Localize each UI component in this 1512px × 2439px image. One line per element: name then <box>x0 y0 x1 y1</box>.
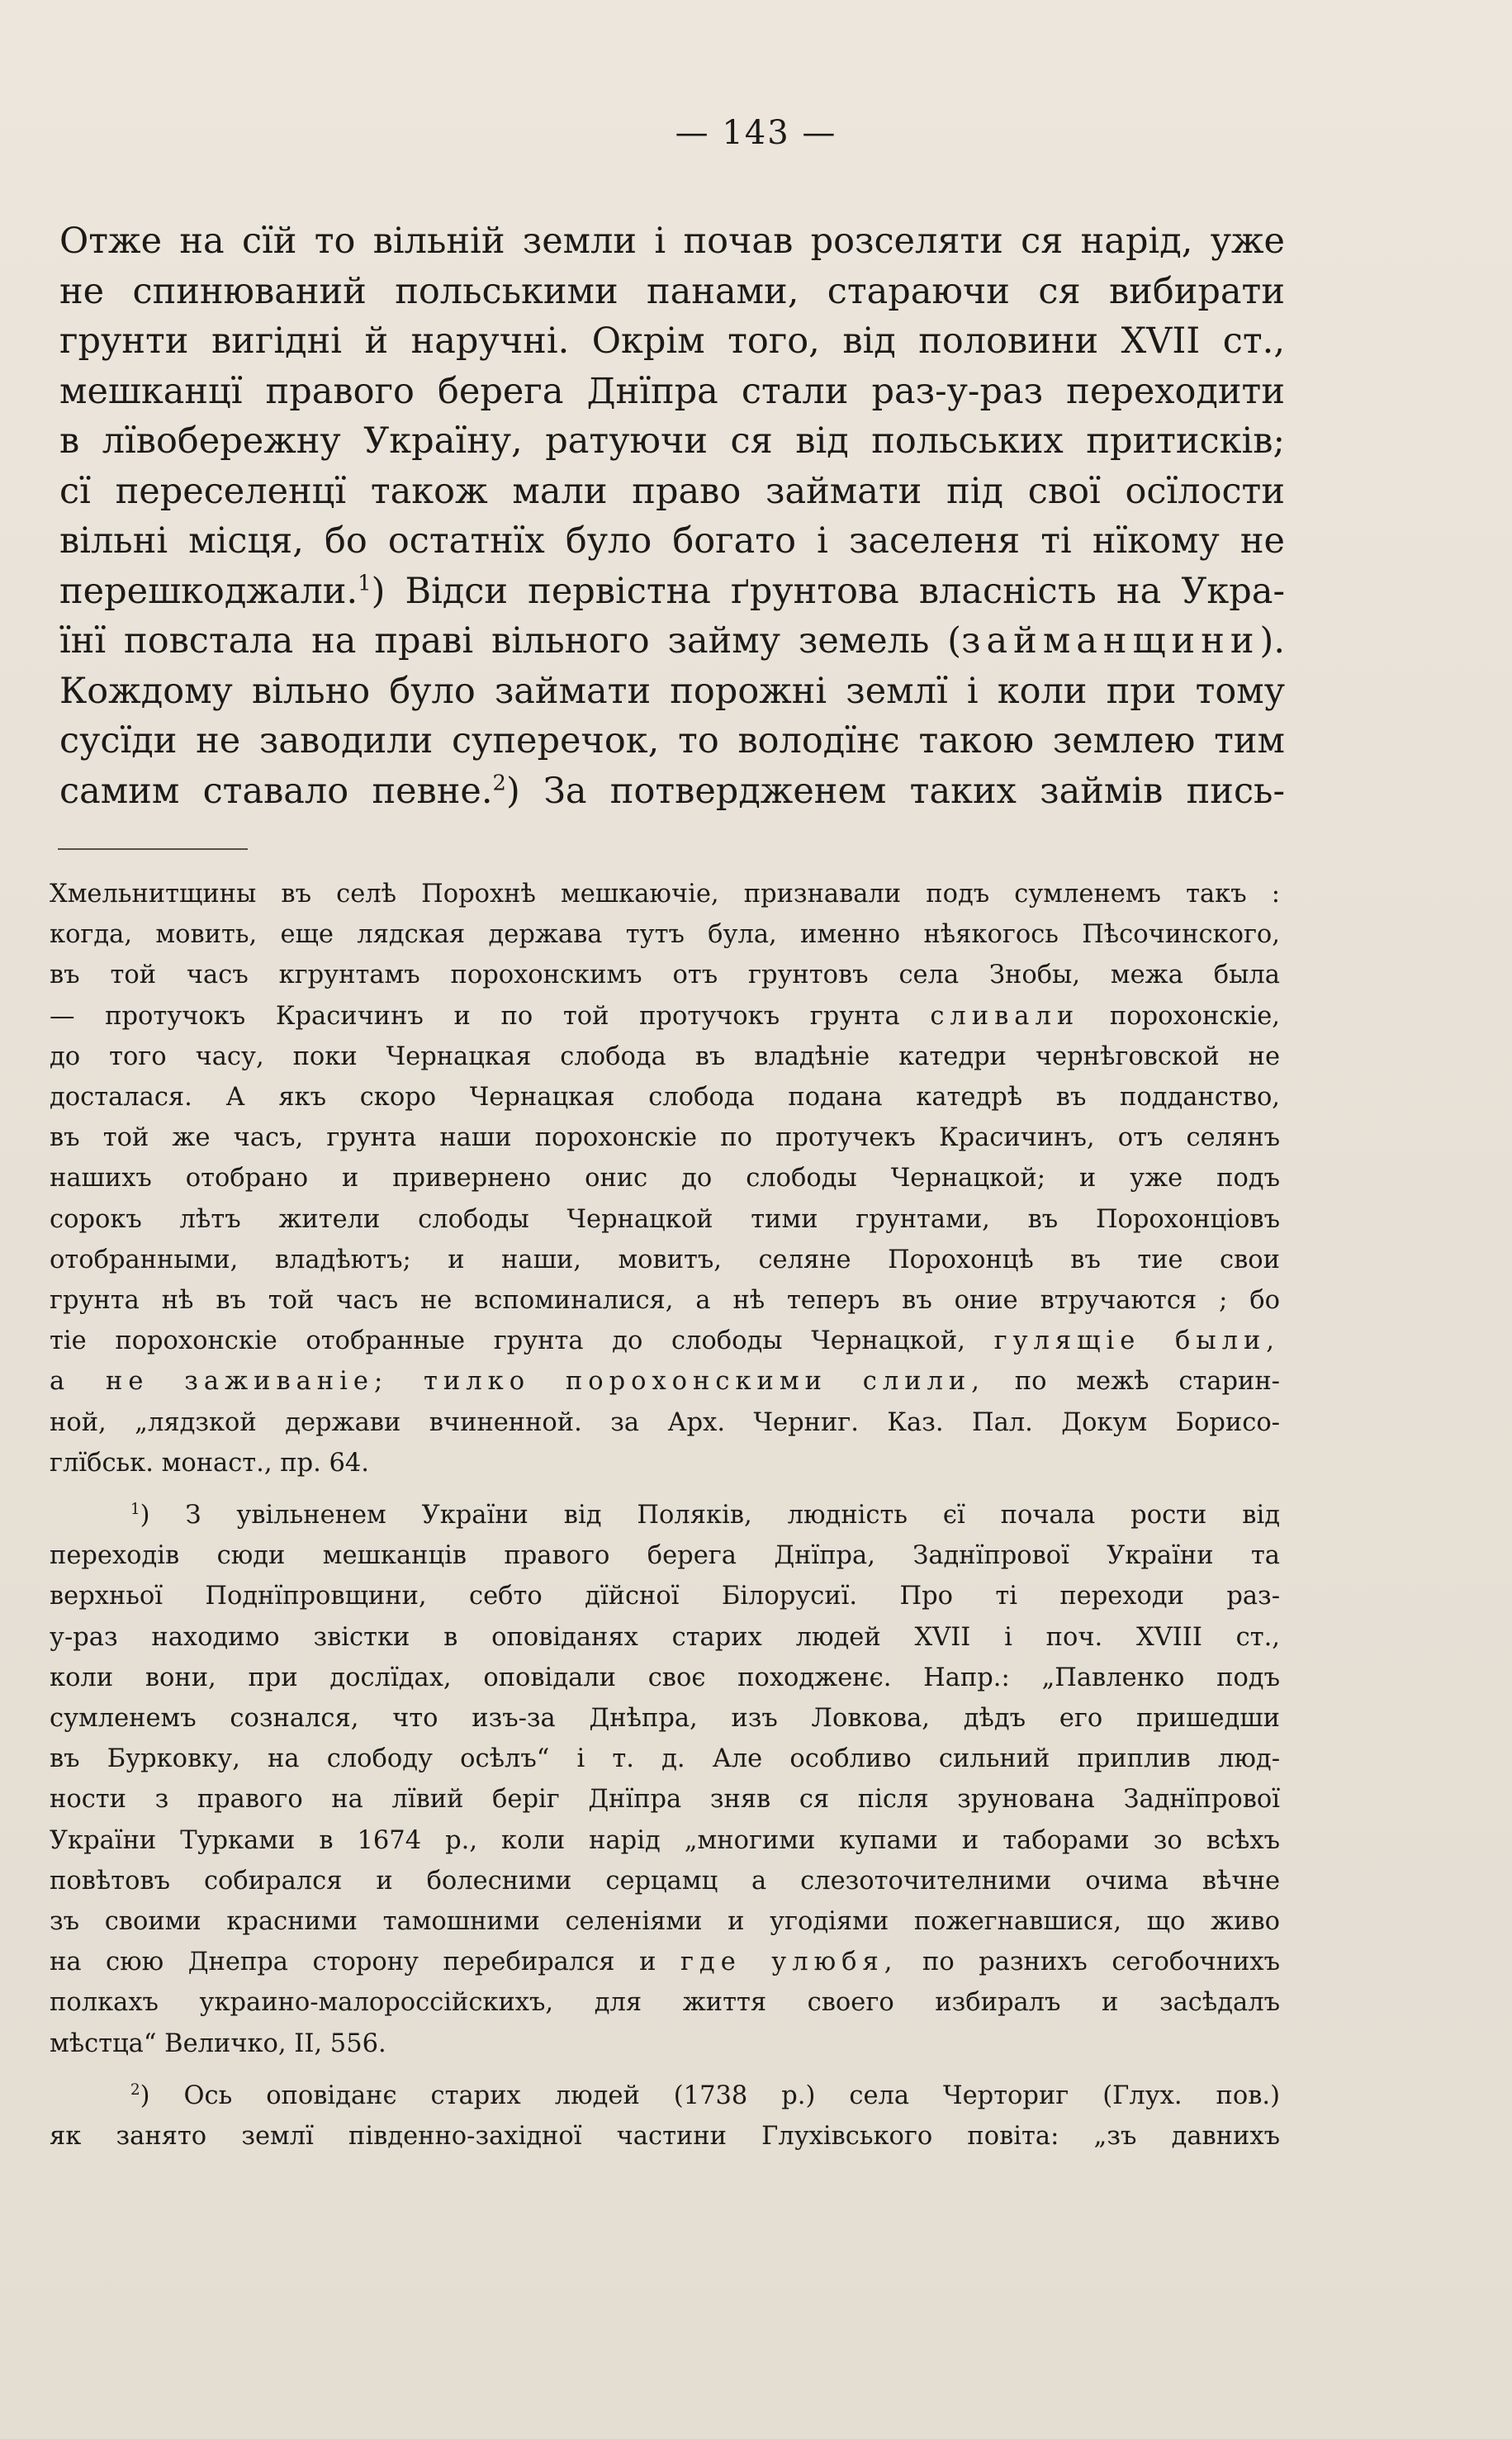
footnote-line: переходів сюди мешканців правого берега Днїпра, Заднїпрової України та <box>50 1541 1280 1571</box>
footnote-line: въ той часъ кгрунтамъ порохонскимъ отъ грунтовъ села Знобы, межа была <box>50 961 1280 990</box>
footnote-line: въ той же часъ, грунта наши порохонскіе по протучекъ Красичинъ, отъ селянъ <box>50 1123 1280 1153</box>
footnote-line: сорокъ лѣтъ жители слободы Чернацкой тими грунтами, въ Порохонціовъ <box>50 1204 1280 1234</box>
footnote-line: глїбськ. монаст., пр. 64. <box>50 1448 369 1478</box>
text-segment: самим ставало певне. <box>59 770 493 812</box>
footnote-line: зъ своими красними тамошними селеніями и угодіями пожегнавшися, що живо <box>50 1907 1280 1937</box>
page-number: — 143 — <box>675 114 837 152</box>
footnote-line: досталася. А якъ скоро Чернацкая слобода подана катедрѣ въ подданство, <box>50 1083 1280 1113</box>
text-segment: тіе порохонскіе отобранные грунта до слободы Чернацкой, <box>50 1326 965 1356</box>
footnote-gap <box>50 2064 1280 2076</box>
footnote-line: въ Бурковку, на слободу осѣлъ“ і т. д. Але особливо сильний приплив люд- <box>50 1744 1280 1774</box>
footnote-line: нашихъ отобрано и привернено онис до слободы Чернацкой; и уже подъ <box>50 1164 1280 1193</box>
footnote-line <box>50 1942 1280 1982</box>
text-segment: на сюю Днепра сторону перебирался и <box>50 1948 656 1977</box>
text-line: вільні місця, бо остатнїх було богато і заселеня ті нїкому не <box>59 520 1285 562</box>
text-segment: порохонскіе, <box>1109 1001 1281 1031</box>
footnote-line: отобранными, владѣютъ; и наши, мовитъ, селяне Порохонцѣ въ тие свои <box>50 1245 1280 1274</box>
text-line <box>59 616 1285 667</box>
footnote-line <box>50 1321 1280 1361</box>
emphasized-term: где улюбя, <box>680 1948 898 1977</box>
text-line: мешканцї правого берега Днїпра стали раз-у-раз переходити <box>59 370 1285 412</box>
footnote-ref-1: 1 <box>358 571 372 596</box>
text-segment: За потвердженем таких займів пись- <box>543 770 1285 812</box>
footnote-line: до того часу, поки Чернацкая слобода въ владѣніе катедри чернѣговской не <box>50 1042 1280 1071</box>
text-segment: Відси первістна ґрунтова власність на Укра- <box>405 570 1286 612</box>
text-segment: — протучокъ Красичинъ и по той протучокъ грунта <box>50 1001 900 1031</box>
footnotes <box>50 874 1280 2157</box>
text-line: сусїди не заводили суперечок, то володїнє такою землею тим <box>59 720 1285 762</box>
footnote-line: когда, мовить, еще лядская держава тутъ була, именно нѣякогось Пѣсочинского, <box>50 920 1280 950</box>
text-line: самим ставало певне.$^2$) За потвердженем таких займів пись- <box>59 770 1285 812</box>
footnote-line: полкахъ украино-малороссійскихъ, для життя своего избиралъ и засѣдалъ <box>50 1988 1280 2018</box>
footnote-line <box>50 996 1280 1037</box>
emphasized-term: сливали <box>930 1001 1080 1031</box>
footnote-divider <box>58 848 248 850</box>
text-segment: по межѣ старин- <box>1014 1367 1280 1397</box>
footnote-line: сумленемъ сознался, что изъ-за Днѣпра, изъ Ловкова, дѣдъ его пришедши <box>50 1704 1280 1734</box>
footnote-1 <box>50 1495 1280 2064</box>
text-segment: їнї повстала на праві вільного займу земель ( <box>59 620 962 662</box>
footnote-line <box>50 2076 1280 2116</box>
footnote-ref-2: 2 <box>492 771 506 796</box>
text-segment: ) З увільненем України від Поляків, людність єї почала рости від <box>140 1501 1280 1530</box>
emphasized-term: а не заживаніе; тилко порохонскими слили, <box>50 1367 985 1397</box>
footnote-line: повѣтовъ собирался и болесними серцамц а слезоточителними очима вѣчне <box>50 1866 1280 1896</box>
emphasized-term: займанщини <box>961 620 1260 662</box>
footnote-2 <box>50 2076 1280 2157</box>
footnote-line: у-раз находимо звістки в оповіданях старих людей XVII і поч. XVIII ст., <box>50 1622 1280 1652</box>
text-segment: ). <box>1259 620 1285 662</box>
footnote-line: верхньої Поднїпровщини, себто дїйсної Білорусиї. Про ті переходи раз- <box>50 1582 1280 1611</box>
footnote-line: України Турками в 1674 р., коли нарід „многими купами и таборами зо всѣхъ <box>50 1825 1280 1855</box>
footnote-line: мѣстца“ Величко, II, 556. <box>50 2029 386 2058</box>
text-segment: ) Ось оповіданє старих людей (1738 р.) села Черториг (Глух. пов.) <box>140 2081 1280 2110</box>
text-line: грунти вигідні й наручні. Окрім того, від половини XVII ст., <box>59 320 1285 362</box>
footnote-marker-2: 2 <box>130 2081 140 2099</box>
text-line: Кождому вільно було займати порожні землї і коли при тому <box>59 670 1285 712</box>
main-paragraph <box>59 216 1285 816</box>
footnote-marker-1: 1 <box>130 1500 140 1518</box>
footnote-gap <box>50 1483 1280 1495</box>
footnote-line: коли вони, при дослїдах, оповідали своє походженє. Напр.: „Павленко подъ <box>50 1663 1280 1692</box>
footnote-line: грунта нѣ въ той часъ не вспоминалися, а нѣ теперъ въ оние втручаются ; бо <box>50 1286 1280 1316</box>
text-segment: перешкоджали. <box>59 570 358 612</box>
footnote-line: Хмельнитщины въ селѣ Порохнѣ мешкаючіе, признавали подъ сумленемъ такъ : <box>50 880 1280 909</box>
footnote-line <box>50 1361 1280 1402</box>
footnote-line <box>50 1495 1280 1535</box>
text-line: в лївобережну Україну, ратуючи ся від польських притисків; <box>59 420 1285 462</box>
footnote-continuation <box>50 874 1280 1483</box>
text-line: не спинюваний польськими панами, стараючи ся вибирати <box>59 270 1285 312</box>
text-segment: по разнихъ сегобочнихъ <box>922 1948 1280 1977</box>
footnote-line: ной, „лядзкой держави вчиненной. за Арх. Черниг. Каз. Пал. Докум Борисо- <box>50 1407 1280 1437</box>
text-line: перешкоджали.$^1$) Відси первістна ґрунтова власність на Укра- <box>59 570 1286 612</box>
footnote-line: ности з правого на лївий беріг Днїпра зняв ся після зрунована Заднїпрової <box>50 1785 1280 1815</box>
footnote-line: як занято землї південно-західної частини Глухівського повіта: „зъ давнихъ <box>50 2122 1280 2152</box>
text-line: Отже на сїй то вільній земли і почав розселяти ся нарід, уже <box>59 221 1285 262</box>
emphasized-term: гулящіе были, <box>993 1326 1280 1356</box>
text-line: сї переселенцї також мали право займати під свої осїлости <box>59 470 1285 512</box>
